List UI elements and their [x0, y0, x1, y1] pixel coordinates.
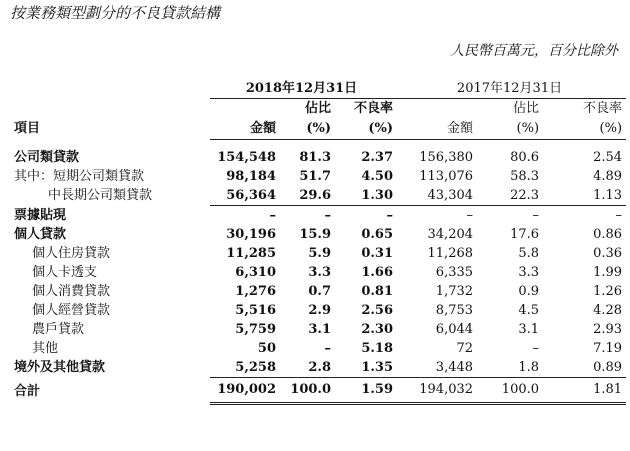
- table-title: 按業務類型劃分的不良貸款結構: [10, 4, 221, 22]
- year-2018-header: 2018年12月31日: [210, 80, 397, 99]
- share-header-2017: 佔比: [513, 101, 540, 116]
- total-row: 合計 190,002 100.0 1.59 194,032 100.0 1.81: [14, 378, 626, 404]
- year-2017-header: 2017年12月31日: [397, 80, 626, 99]
- row-label: 個人住房貸款: [32, 246, 111, 261]
- column-header-row: [14, 119, 626, 140]
- year-header-row: [14, 80, 626, 99]
- share-pct-header-2018: (%): [280, 119, 335, 140]
- table-row: 公司類貸款 154,548 81.3 2.37 156,380 80.6 2.54: [14, 150, 623, 165]
- npl-pct-header-2017: (%): [543, 119, 626, 140]
- npl-header-2018: 不良率: [354, 101, 394, 116]
- row-label: 公司類貸款: [14, 150, 80, 165]
- item-header: 項目: [14, 121, 41, 137]
- table-row: 其中：短期公司類貸款 98,184 51.7 4.50 113,076 58.3 4.89: [14, 169, 623, 184]
- table-row: 個人經營貸款 5,516 2.9 2.56 8,753 4.5 4.28: [14, 301, 626, 320]
- row-label: 個人消費貸款: [32, 284, 111, 299]
- amount-header-2017: 金額: [397, 119, 477, 140]
- npl-structure-table: [14, 80, 626, 405]
- row-label: 其中：短期公司類貸款: [14, 169, 145, 184]
- amount-header-2018: 金額: [210, 119, 280, 140]
- share-pct-header-2017: (%): [477, 119, 543, 140]
- row-label: 票據貼現: [14, 207, 67, 223]
- row-label: 個人貸款: [14, 227, 67, 242]
- row-label: 中長期公司類貸款: [48, 188, 153, 204]
- table-row: 個人住房貸款 11,285 5.9 0.31 11,268 5.8 0.36: [14, 244, 626, 263]
- row-label: 境外及其他貸款: [14, 360, 106, 376]
- table-row: 個人消費貸款 1,276 0.7 0.81 1,732 0.9 1.26: [14, 282, 626, 301]
- row-label: 個人經營貸款: [32, 303, 111, 318]
- total-label: 合計: [14, 383, 41, 399]
- row-label: 個人卡透支: [32, 265, 98, 280]
- table-row: 個人卡透支 6,310 3.3 1.66 6,335 3.3 1.99: [14, 263, 626, 282]
- table-row: 票據貼現 – – – – – –: [14, 206, 626, 226]
- table-row: 其他 50 – 5.18 72 – 7.19: [14, 339, 626, 358]
- table-row: 境外及其他貸款 5,258 2.8 1.35 3,448 1.8 0.89: [14, 358, 626, 378]
- unit-note: 人民幣百萬元，百分比除外: [450, 43, 618, 59]
- row-label: 其他: [32, 341, 59, 356]
- table-row: 中長期公司類貸款 56,364 29.6 1.30 43,304 22.3 1.13: [14, 186, 626, 206]
- table-row: 個人貸款 30,196 15.9 0.65 34,204 17.6 0.86: [14, 227, 623, 242]
- table-row: 農戶貸款 5,759 3.1 2.30 6,044 3.1 2.93: [14, 320, 626, 339]
- row-label: 農戶貸款: [32, 322, 85, 337]
- column-header-top-row: [14, 99, 626, 120]
- share-header-2018: 佔比: [304, 101, 331, 116]
- npl-pct-header-2018: (%): [335, 119, 397, 140]
- npl-header-2017: 不良率: [583, 101, 623, 116]
